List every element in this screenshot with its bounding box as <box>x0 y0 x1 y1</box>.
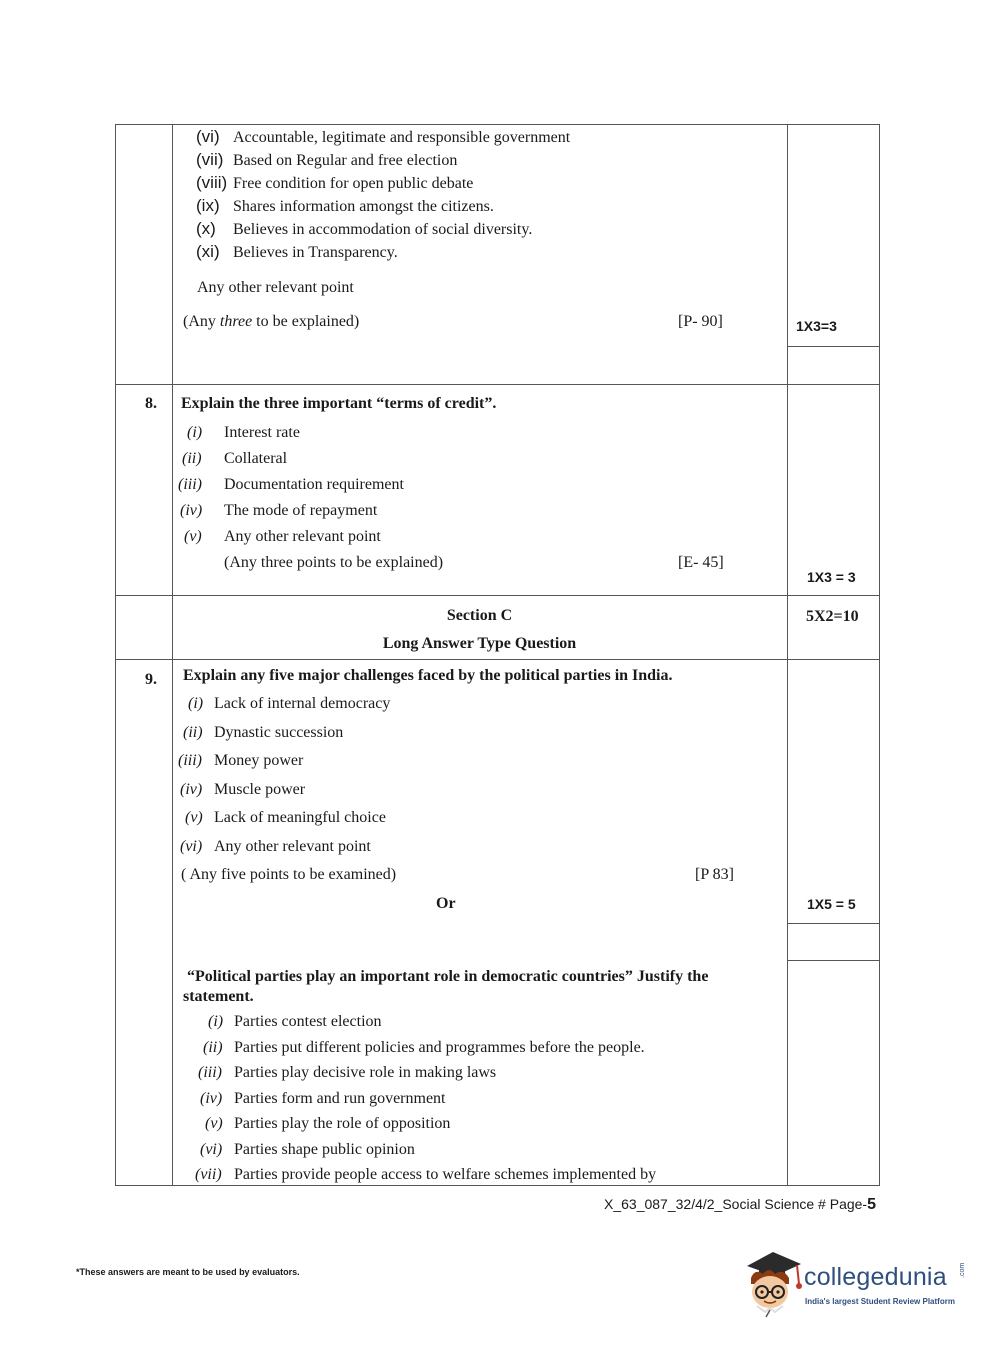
question-number: 8. <box>145 395 157 412</box>
list-item: Parties shape public opinion <box>234 1141 415 1158</box>
list-number: (i) <box>187 424 203 441</box>
list-number: (ii) <box>183 724 203 741</box>
explain-note: (Any three to be explained) <box>183 313 360 330</box>
list-number: (v) <box>184 528 202 545</box>
list-number: (ii) <box>182 450 202 467</box>
list-item: Dynastic succession <box>214 724 344 741</box>
alt-question-text-cont: statement. <box>183 988 254 1005</box>
list-number: (ii) <box>203 1039 223 1056</box>
collegedunia-logo-text: collegedunia <box>804 1263 947 1291</box>
list-number: (v) <box>185 809 203 826</box>
list-number: (xi) <box>196 242 220 261</box>
page-number: 5 <box>867 1196 876 1213</box>
list-number: (iv) <box>180 502 203 519</box>
collegedunia-mascot-icon <box>743 1248 803 1318</box>
list-item: Interest rate <box>224 424 300 441</box>
list-number: (iii) <box>178 476 202 493</box>
question-text: Explain any five major challenges faced by the political parties in India. <box>183 667 673 684</box>
list-number: (iv) <box>180 781 203 798</box>
list-number: (i) <box>208 1013 224 1030</box>
list-item: The mode of repayment <box>224 502 378 519</box>
list-item: Free condition for open public debate <box>233 175 474 192</box>
section-title: Section C <box>446 607 513 624</box>
list-item: Shares information amongst the citizens. <box>233 198 494 215</box>
or-separator: Or <box>436 895 456 912</box>
list-number: (vi) <box>200 1141 223 1158</box>
list-number: (x) <box>196 219 216 238</box>
list-item: Parties play the role of opposition <box>234 1115 451 1132</box>
list-item: Parties put different policies and programmes before the people. <box>234 1039 645 1056</box>
other-point: Any other relevant point <box>197 279 354 296</box>
list-number: (iv) <box>200 1090 223 1107</box>
marks: 1X3 = 3 <box>807 569 856 585</box>
list-item: Lack of meaningful choice <box>214 809 386 826</box>
collegedunia-com-text: .com <box>959 1262 966 1278</box>
list-number: (vi) <box>196 127 220 146</box>
list-item: Parties play decisive role in making laws <box>234 1064 497 1081</box>
list-item: Collateral <box>224 450 288 467</box>
marks: 5X2=10 <box>806 608 859 625</box>
question-text: Explain the three important “terms of credit”. <box>181 395 497 412</box>
marks: 1X5 = 5 <box>807 896 856 912</box>
alt-question-text: “Political parties play an important role in democratic countries” Justify the <box>187 968 709 985</box>
list-item: Any other relevant point <box>224 528 381 545</box>
list-item: Based on Regular and free election <box>233 152 458 169</box>
question-number: 9. <box>145 671 157 688</box>
list-item: Parties contest election <box>234 1013 382 1030</box>
page-code: X_63_087_32/4/2_Social Science # Page-5 <box>604 1196 876 1213</box>
list-item: Believes in accommodation of social diversity. <box>233 221 533 238</box>
list-item: Parties provide people access to welfare schemes implemented by <box>234 1166 657 1183</box>
list-number: (v) <box>205 1115 223 1132</box>
list-item: Parties form and run government <box>234 1090 446 1107</box>
list-item: Lack of internal democracy <box>214 695 391 712</box>
list-number: (viii) <box>196 173 228 192</box>
list-item: Muscle power <box>214 781 306 798</box>
list-item: Documentation requirement <box>224 476 404 493</box>
marks: 1X3=3 <box>796 318 837 334</box>
page-reference: [P 83] <box>695 866 734 883</box>
list-number: (i) <box>188 695 204 712</box>
page-reference: [E- 45] <box>678 554 724 571</box>
list-number: (iii) <box>178 752 202 769</box>
list-item: Believes in Transparency. <box>233 244 398 261</box>
list-number: (ix) <box>196 196 220 215</box>
explain-note: ( Any five points to be examined) <box>181 866 397 883</box>
list-item: Any other relevant point <box>214 838 371 855</box>
collegedunia-tagline: India's largest Student Review Platform <box>805 1297 955 1306</box>
disclaimer: *These answers are meant to be used by evaluators. <box>76 1267 300 1277</box>
list-number: (vi) <box>180 838 203 855</box>
list-item: Money power <box>214 752 304 769</box>
explain-note: (Any three points to be explained) <box>224 554 444 571</box>
page-reference: [P- 90] <box>678 313 723 330</box>
list-number: (vii) <box>195 1166 222 1183</box>
list-number: (iii) <box>198 1064 222 1081</box>
section-subtitle: Long Answer Type Question <box>382 635 577 652</box>
list-item: Accountable, legitimate and responsible government <box>233 129 571 146</box>
list-number: (vii) <box>196 150 224 169</box>
